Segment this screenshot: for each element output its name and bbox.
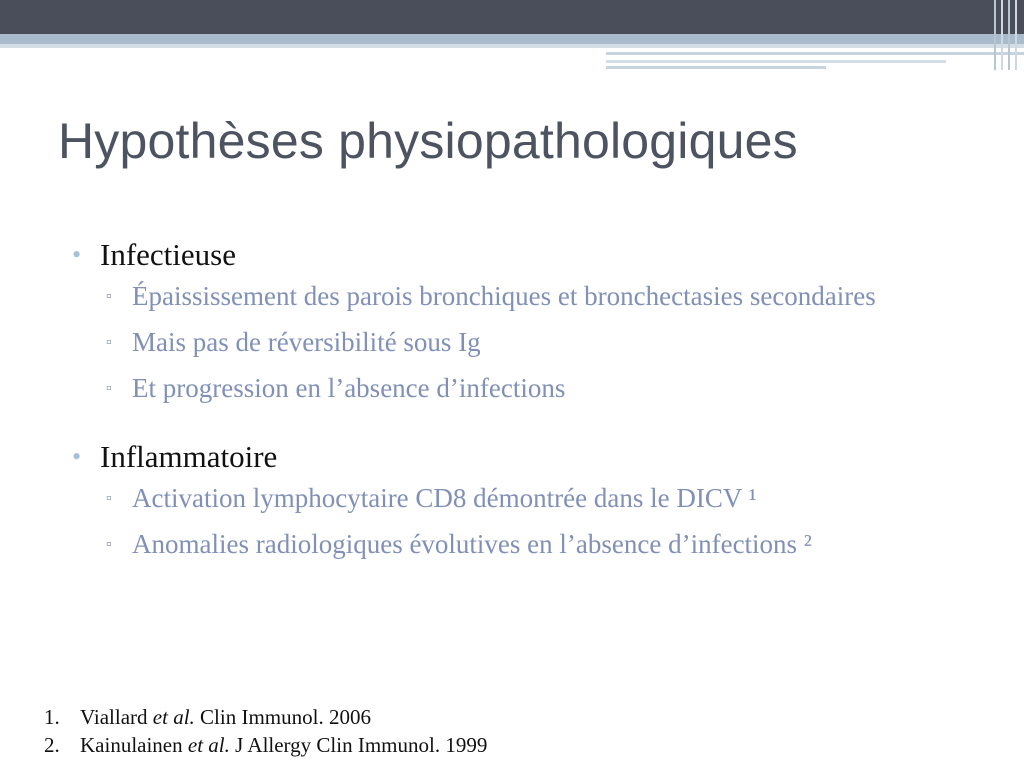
level2-bullet-item xyxy=(70,482,950,515)
level2-bullet-item xyxy=(70,326,950,359)
bullet-group-inflammatoire xyxy=(70,438,950,561)
sub-bullet-list xyxy=(70,482,950,561)
level2-text: Anomalies radiologiques évolutives en l’absence d’infections ² xyxy=(132,529,812,559)
square-bullet-icon: ▫ xyxy=(106,536,112,553)
square-bullet-icon: ▫ xyxy=(106,380,112,397)
reference-source: J Allergy Clin Immunol. 1999 xyxy=(229,733,488,757)
reference-author: Viallard xyxy=(80,705,153,729)
level1-label: Inflammatoire xyxy=(100,439,278,474)
reference-number: 2. xyxy=(44,733,60,757)
level2-bullet-item xyxy=(70,280,950,313)
bullet-dot-icon: • xyxy=(72,240,82,269)
decorative-line xyxy=(606,52,1024,55)
reference-number: 1. xyxy=(44,705,60,729)
level2-text: Activation lymphocytaire CD8 démontrée dans le DICV ¹ xyxy=(132,483,757,513)
header-accent-band xyxy=(0,34,1024,44)
bullet-dot-icon: • xyxy=(72,442,82,471)
decorative-stripe xyxy=(1008,0,1010,70)
level1-bullet-item xyxy=(70,236,950,274)
reference-item xyxy=(44,703,487,731)
decorative-line xyxy=(606,66,826,69)
level2-bullet-item xyxy=(70,528,950,561)
group-spacer xyxy=(70,418,950,438)
reference-etal: et al. xyxy=(187,733,230,757)
reference-author: Kainulainen xyxy=(80,733,188,757)
reference-etal: et al. xyxy=(152,705,195,729)
level1-label: Infectieuse xyxy=(100,237,236,272)
slide-title: Hypothèses physiopathologiques xyxy=(58,113,798,169)
reference-item xyxy=(44,731,487,759)
level2-text: Mais pas de réversibilité sous Ig xyxy=(132,327,481,357)
decorative-stripe xyxy=(994,0,996,70)
level2-bullet-item xyxy=(70,372,950,405)
header-accent-band-light xyxy=(0,44,1024,48)
reference-source: Clin Immunol. 2006 xyxy=(194,705,371,729)
decorative-line xyxy=(606,60,946,63)
bullet-group-infectieuse xyxy=(70,236,950,405)
square-bullet-icon: ▫ xyxy=(106,288,112,305)
slide-content xyxy=(70,236,950,574)
decorative-stripe xyxy=(1015,0,1017,70)
level2-text: Et progression en l’absence d’infections xyxy=(132,373,566,403)
level2-text: Épaississement des parois bronchiques et bronchectasies secondaires xyxy=(132,281,876,311)
square-bullet-icon: ▫ xyxy=(106,334,112,351)
references-list xyxy=(44,703,487,759)
sub-bullet-list xyxy=(70,280,950,405)
slide-header-bar xyxy=(0,0,1024,34)
decorative-stripe xyxy=(1001,0,1003,70)
square-bullet-icon: ▫ xyxy=(106,490,112,507)
level1-bullet-item xyxy=(70,438,950,476)
